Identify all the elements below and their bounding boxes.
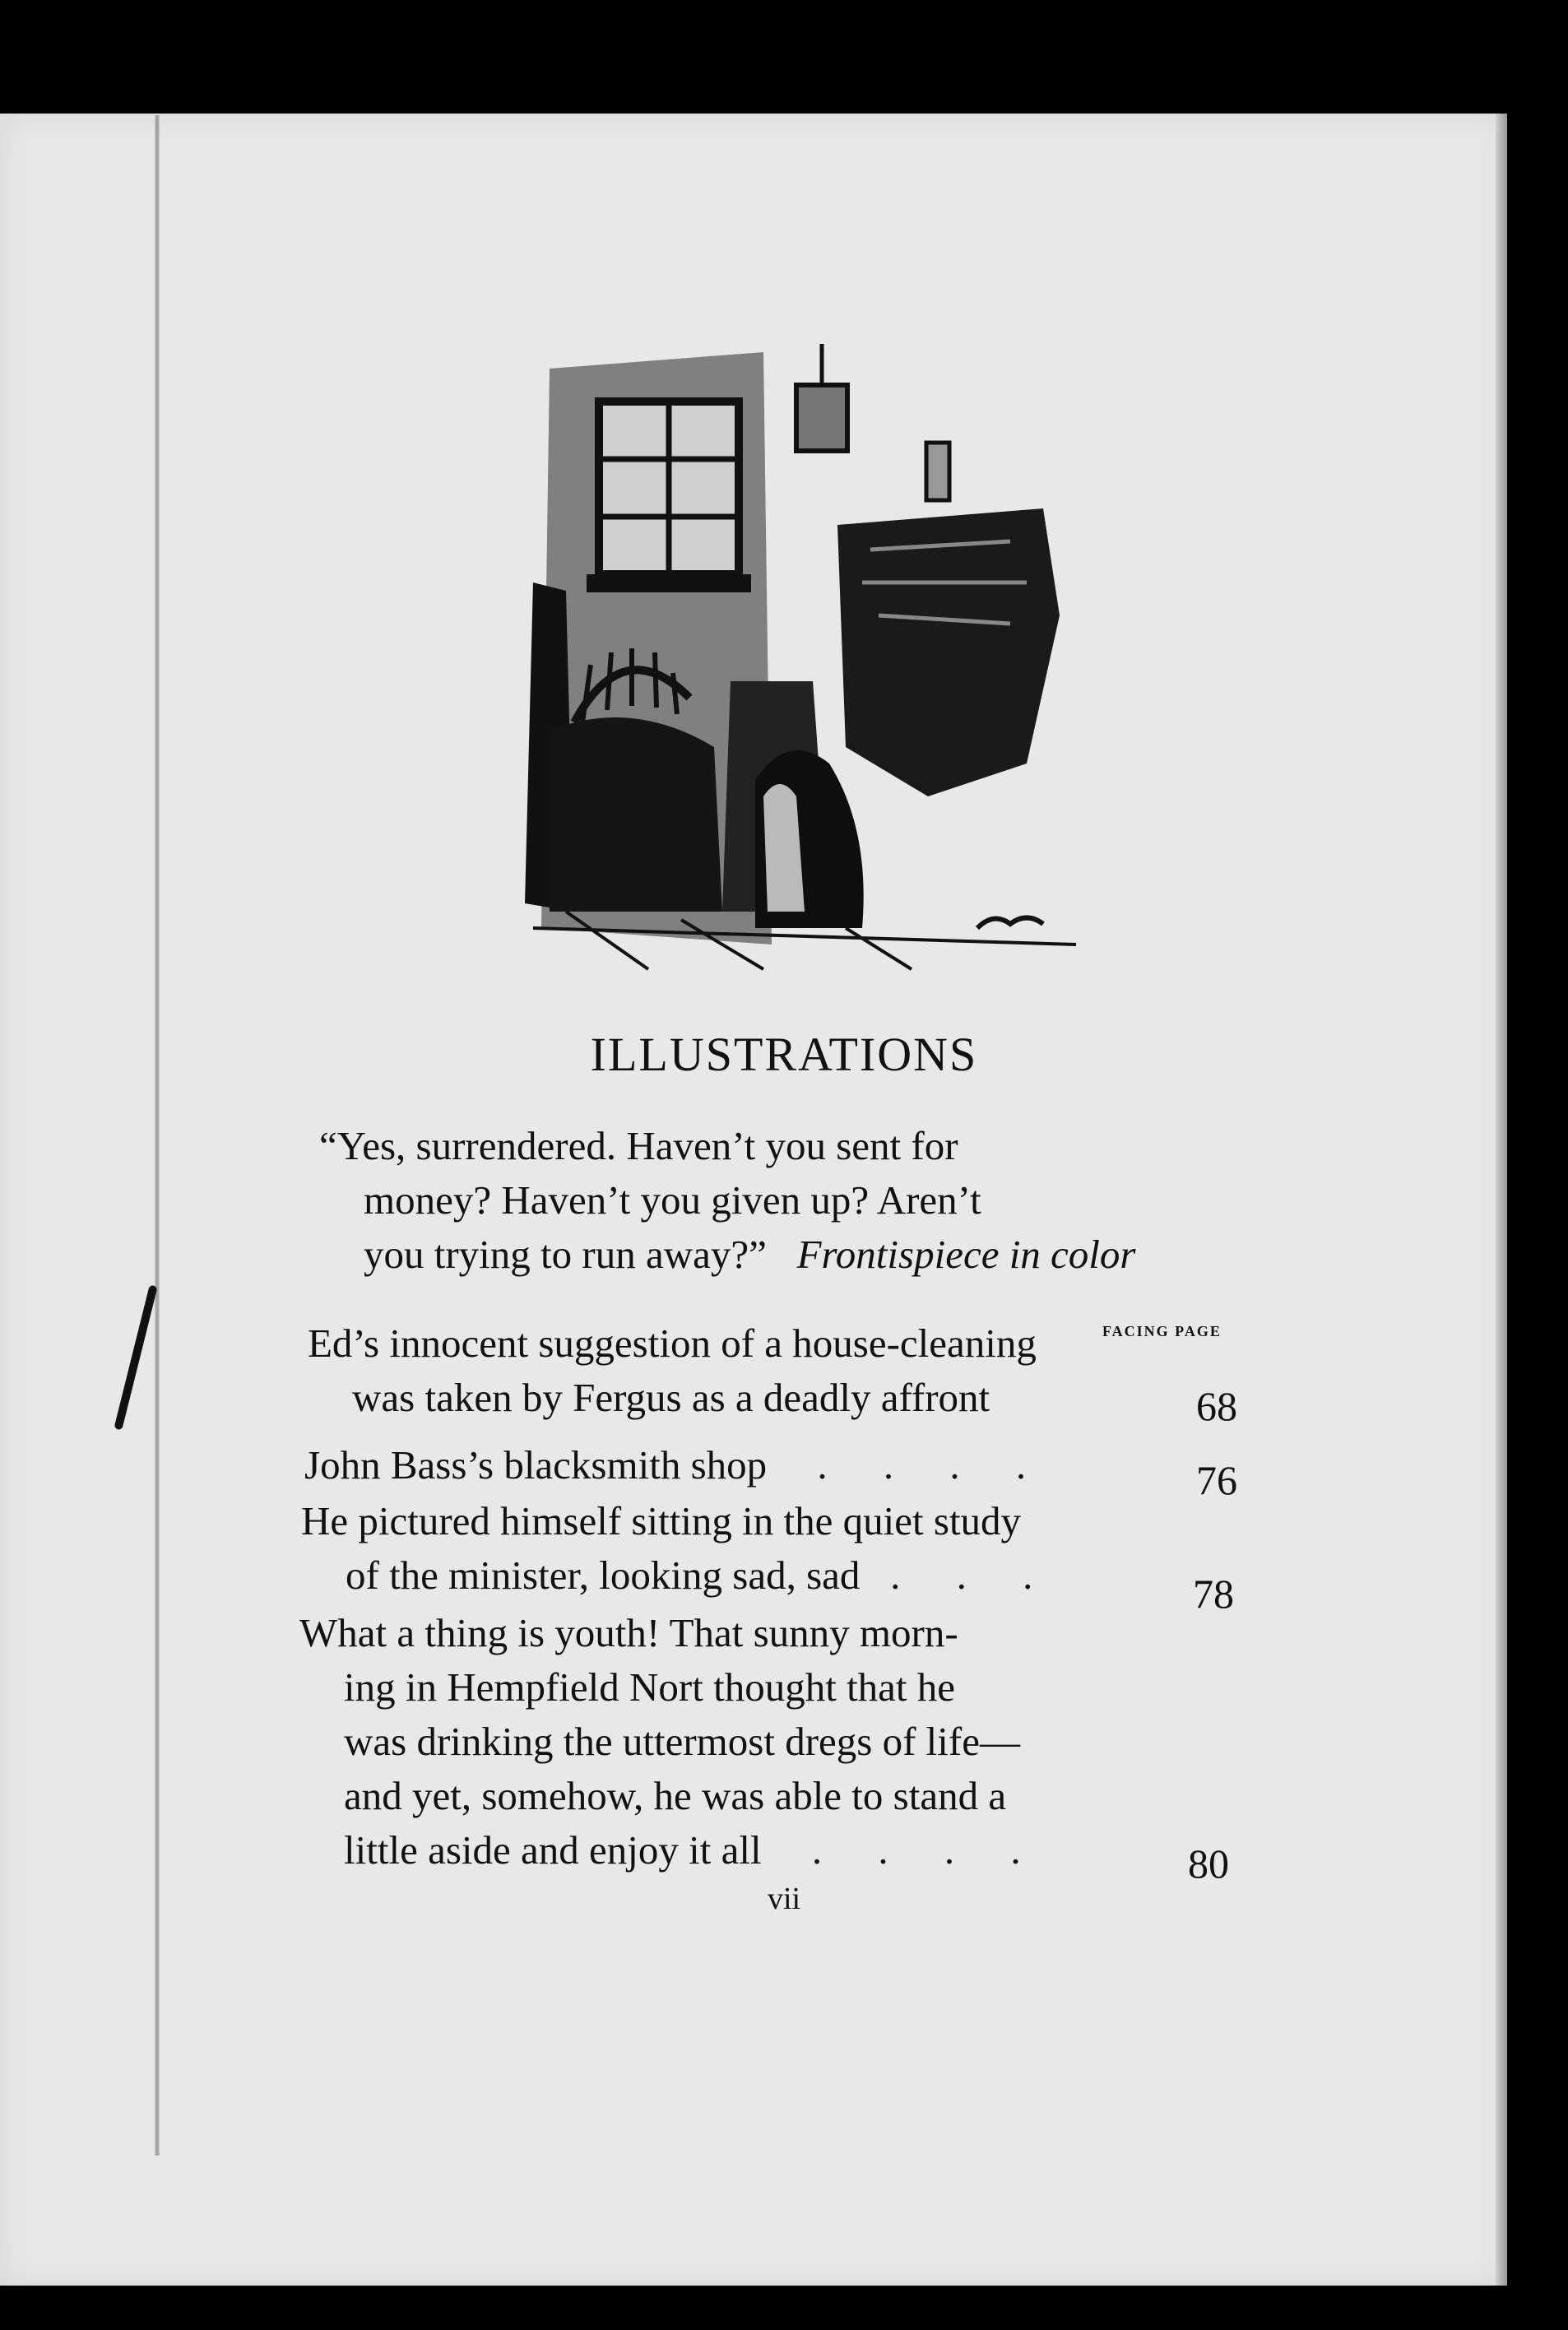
- leader-dots: . . . .: [817, 1442, 1050, 1488]
- entry-line: Ed’s innocent suggestion of a house-cleaning: [308, 1320, 1037, 1366]
- entry-line: He pictured himself sitting in the quiet study: [301, 1498, 1022, 1543]
- list-item: [308, 1316, 1037, 1425]
- frontispiece-line-1: “Yes, surrendered. Haven’t you sent for: [319, 1123, 958, 1168]
- interior-sketch-icon: [517, 336, 1084, 977]
- frontispiece-note: Frontispiece in color: [796, 1232, 1136, 1277]
- list-item: [304, 1438, 1049, 1492]
- entry-line: was taken by Fergus as a deadly affront: [352, 1375, 990, 1420]
- entry-line: ing in Hempfield Nort thought that he: [344, 1664, 956, 1710]
- list-item: [301, 1494, 1055, 1603]
- page-number: 68: [1196, 1383, 1237, 1429]
- entry-line: of the minister, looking sad, sad: [346, 1553, 861, 1598]
- frontispiece-line-2: money? Haven’t you given up? Aren’t: [364, 1177, 981, 1223]
- facing-page-label: FACING PAGE: [1102, 1323, 1222, 1339]
- list-item: [299, 1606, 1044, 1877]
- frontispiece-entry: [319, 1119, 1136, 1282]
- page-title: ILLUSTRATIONS: [590, 1028, 978, 1081]
- frontispiece-line-3: you trying to run away?”: [364, 1232, 767, 1277]
- page-edge: [1496, 114, 1507, 2286]
- leader-dots: . . . .: [811, 1827, 1044, 1873]
- page-gutter: [155, 115, 160, 2156]
- page-number: 76: [1196, 1457, 1237, 1503]
- leader-dots: . . .: [890, 1553, 1056, 1598]
- entry-line: What a thing is youth! That sunny morn-: [299, 1610, 958, 1655]
- entry-line: was drinking the uttermost dregs of life—: [344, 1719, 1020, 1764]
- entry-line: John Bass’s blacksmith shop: [304, 1442, 768, 1488]
- entry-line: little aside and enjoy it all: [344, 1827, 762, 1873]
- entry-line: and yet, somehow, he was able to stand a: [344, 1773, 1007, 1818]
- page-number: 80: [1188, 1840, 1229, 1887]
- folio-number: vii: [767, 1882, 801, 1916]
- page-number: 78: [1193, 1571, 1234, 1617]
